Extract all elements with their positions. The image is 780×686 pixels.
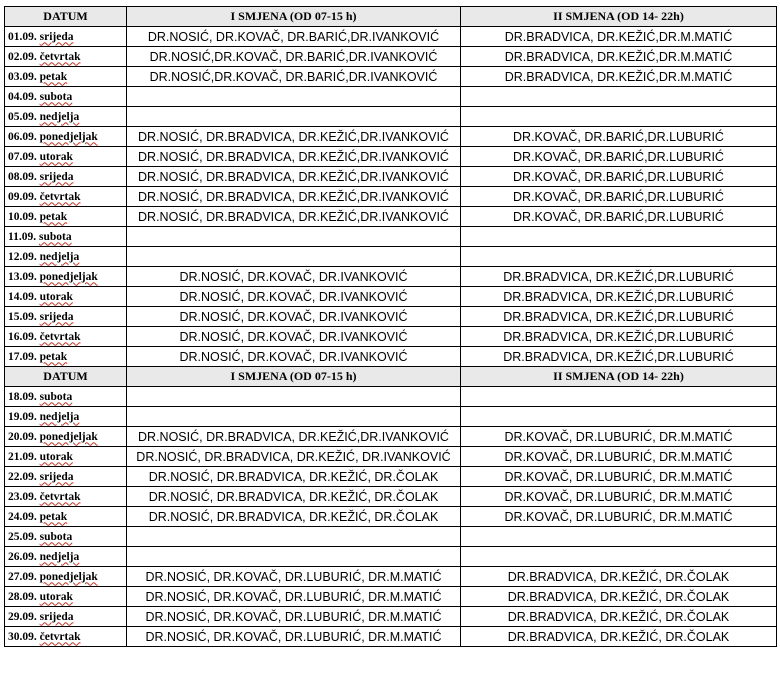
table-row — [5, 547, 777, 567]
weekday-value: petak — [39, 70, 68, 83]
date-cell — [5, 567, 127, 587]
shift2-cell: DR.BRADVICA, DR.KEŽIĆ, DR.ČOLAK — [461, 567, 777, 587]
date-cell — [5, 507, 127, 527]
shift2-cell: DR.BRADVICA, DR.KEŽIĆ,DR.M.MATIĆ — [461, 47, 777, 67]
date-value: 15.09. — [8, 310, 37, 323]
date-value: 08.09. — [8, 170, 37, 183]
weekday-value: srijeda — [39, 170, 74, 183]
shift1-cell: DR.NOSIĆ,DR.KOVAČ, DR.BARIĆ,DR.IVANKOVIĆ — [127, 67, 461, 87]
table-row — [5, 347, 777, 367]
weekday-value: ponedjeljak — [39, 570, 98, 583]
shift2-cell: DR.KOVAČ, DR.BARIĆ,DR.LUBURIĆ — [461, 147, 777, 167]
table-row — [5, 567, 777, 587]
date-cell — [5, 67, 127, 87]
weekday-value: utorak — [39, 290, 73, 303]
weekday-value: četvrtak — [39, 50, 81, 63]
date-cell — [5, 467, 127, 487]
date-cell — [5, 307, 127, 327]
shift2-cell: DR.KOVAČ, DR.BARIĆ,DR.LUBURIĆ — [461, 187, 777, 207]
shift1-cell — [127, 247, 461, 267]
shift2-cell: DR.KOVAČ, DR.BARIĆ,DR.LUBURIĆ — [461, 167, 777, 187]
weekday-value: ponedjeljak — [39, 130, 98, 143]
weekday-value: subota — [39, 390, 73, 403]
table-row — [5, 427, 777, 447]
date-value: 18.09. — [8, 390, 37, 403]
date-cell — [5, 547, 127, 567]
table-row — [5, 447, 777, 467]
table-row — [5, 387, 777, 407]
date-cell — [5, 527, 127, 547]
shift2-cell: DR.BRADVICA, DR.KEŽIĆ,DR.LUBURIĆ — [461, 307, 777, 327]
date-cell — [5, 287, 127, 307]
date-cell — [5, 127, 127, 147]
shift1-cell: DR.NOSIĆ, DR.BRADVICA, DR.KEŽIĆ, DR.ČOLAK — [127, 487, 461, 507]
shift1-cell: DR.NOSIĆ, DR.BRADVICA, DR.KEŽIĆ,DR.IVANKOVIĆ — [127, 187, 461, 207]
date-value: 20.09. — [8, 430, 37, 443]
shift2-cell: DR.BRADVICA, DR.KEŽIĆ,DR.M.MATIĆ — [461, 67, 777, 87]
date-value: 13.09. — [8, 270, 37, 283]
date-cell — [5, 167, 127, 187]
date-value: 19.09. — [8, 410, 37, 423]
table-row — [5, 327, 777, 347]
date-value: 10.09. — [8, 210, 37, 223]
weekday-value: utorak — [39, 150, 73, 163]
table-row — [5, 27, 777, 47]
date-value: 05.09. — [8, 110, 37, 123]
weekday-value: srijeda — [39, 610, 74, 623]
date-cell — [5, 207, 127, 227]
shift1-cell: DR.NOSIĆ, DR.BRADVICA, DR.KEŽIĆ,DR.IVANKOVIĆ — [127, 127, 461, 147]
weekday-value: četvrtak — [39, 490, 81, 503]
table-row — [5, 627, 777, 647]
date-value: 16.09. — [8, 330, 37, 343]
date-value: 30.09. — [8, 630, 37, 643]
date-value: 29.09. — [8, 610, 37, 623]
shift2-cell — [461, 527, 777, 547]
shift2-cell: DR.BRADVICA, DR.KEŽIĆ,DR.M.MATIĆ — [461, 27, 777, 47]
shift2-cell — [461, 247, 777, 267]
table-row — [5, 287, 777, 307]
date-cell — [5, 247, 127, 267]
shift2-cell: DR.KOVAČ, DR.LUBURIĆ, DR.M.MATIĆ — [461, 507, 777, 527]
table-row — [5, 147, 777, 167]
date-cell — [5, 627, 127, 647]
shift2-cell: DR.KOVAČ, DR.BARIĆ,DR.LUBURIĆ — [461, 127, 777, 147]
date-value: 01.09. — [8, 30, 37, 43]
table-row — [5, 207, 777, 227]
date-value: 14.09. — [8, 290, 37, 303]
date-cell — [5, 427, 127, 447]
shift1-cell: DR.NOSIĆ, DR.KOVAČ, DR.IVANKOVIĆ — [127, 307, 461, 327]
shift1-cell: DR.NOSIĆ,DR.KOVAČ, DR.BARIĆ,DR.IVANKOVIĆ — [127, 47, 461, 67]
table-row — [5, 187, 777, 207]
schedule-body — [5, 7, 777, 647]
table-row — [5, 527, 777, 547]
shift1-column-header: I SMJENA (OD 07-15 h) — [127, 7, 461, 27]
date-cell — [5, 387, 127, 407]
weekday-value: subota — [39, 530, 73, 543]
date-cell — [5, 447, 127, 467]
shift1-cell: DR.NOSIĆ, DR.KOVAČ, DR.IVANKOVIĆ — [127, 267, 461, 287]
table-row — [5, 587, 777, 607]
shift2-cell — [461, 547, 777, 567]
header-row — [5, 367, 777, 387]
date-value: 25.09. — [8, 530, 37, 543]
shift2-cell — [461, 227, 777, 247]
weekday-value: srijeda — [39, 470, 74, 483]
weekday-value: nedjelja — [39, 410, 80, 423]
shift2-cell: DR.BRADVICA, DR.KEŽIĆ, DR.ČOLAK — [461, 627, 777, 647]
shift1-cell: DR.NOSIĆ, DR.BRADVICA, DR.KEŽIĆ, DR.ČOLAK — [127, 507, 461, 527]
shift1-cell: DR.NOSIĆ, DR.BRADVICA, DR.KEŽIĆ, DR.ČOLAK — [127, 467, 461, 487]
shift2-column-header: II SMJENA (OD 14- 22h) — [461, 7, 777, 27]
shift1-cell — [127, 107, 461, 127]
date-value: 06.09. — [8, 130, 37, 143]
shift2-cell: DR.KOVAČ, DR.LUBURIĆ, DR.M.MATIĆ — [461, 467, 777, 487]
shift2-cell — [461, 407, 777, 427]
shift1-cell — [127, 547, 461, 567]
weekday-value: petak — [39, 210, 68, 223]
shift1-cell: DR.NOSIĆ, DR.KOVAČ, DR.BARIĆ,DR.IVANKOVIĆ — [127, 27, 461, 47]
weekday-value: subota — [39, 230, 72, 243]
date-cell — [5, 87, 127, 107]
weekday-value: ponedjeljak — [39, 430, 98, 443]
date-cell — [5, 347, 127, 367]
date-value: 23.09. — [8, 490, 37, 503]
shift1-cell: DR.NOSIĆ, DR.BRADVICA, DR.KEŽIĆ,DR.IVANKOVIĆ — [127, 167, 461, 187]
shift1-cell: DR.NOSIĆ, DR.KOVAČ, DR.LUBURIĆ, DR.M.MATIĆ — [127, 587, 461, 607]
shift1-cell: DR.NOSIĆ, DR.KOVAČ, DR.IVANKOVIĆ — [127, 287, 461, 307]
weekday-value: srijeda — [39, 310, 74, 323]
date-value: 02.09. — [8, 50, 37, 63]
shift1-cell: DR.NOSIĆ, DR.KOVAČ, DR.IVANKOVIĆ — [127, 347, 461, 367]
shift1-column-header: I SMJENA (OD 07-15 h) — [127, 367, 461, 387]
weekday-value: petak — [39, 350, 68, 363]
shift2-cell — [461, 107, 777, 127]
date-value: 11.09. — [8, 230, 37, 243]
weekday-value: nedjelja — [39, 250, 80, 263]
shift2-cell: DR.KOVAČ, DR.LUBURIĆ, DR.M.MATIĆ — [461, 447, 777, 467]
date-cell — [5, 607, 127, 627]
table-row — [5, 87, 777, 107]
shift2-cell: DR.BRADVICA, DR.KEŽIĆ, DR.ČOLAK — [461, 587, 777, 607]
date-value: 12.09. — [8, 250, 37, 263]
date-value: 07.09. — [8, 150, 37, 163]
shift2-cell: DR.KOVAČ, DR.LUBURIĆ, DR.M.MATIĆ — [461, 427, 777, 447]
shift1-cell: DR.NOSIĆ, DR.KOVAČ, DR.LUBURIĆ, DR.M.MATIĆ — [127, 607, 461, 627]
shift2-cell: DR.BRADVICA, DR.KEŽIĆ,DR.LUBURIĆ — [461, 287, 777, 307]
table-row — [5, 407, 777, 427]
weekday-value: subota — [39, 90, 73, 103]
weekday-value: četvrtak — [39, 330, 81, 343]
table-row — [5, 127, 777, 147]
date-value: 22.09. — [8, 470, 37, 483]
shift2-cell — [461, 87, 777, 107]
date-cell — [5, 227, 127, 247]
header-row — [5, 7, 777, 27]
weekday-value: utorak — [39, 590, 73, 603]
weekday-value: nedjelja — [39, 110, 80, 123]
date-value: 03.09. — [8, 70, 37, 83]
shift1-cell: DR.NOSIĆ, DR.BRADVICA, DR.KEŽIĆ,DR.IVANKOVIĆ — [127, 147, 461, 167]
shift1-cell: DR.NOSIĆ, DR.BRADVICA, DR.KEŽIĆ, DR.IVANKOVIĆ — [127, 447, 461, 467]
shift1-cell: DR.NOSIĆ, DR.KOVAČ, DR.LUBURIĆ, DR.M.MATIĆ — [127, 567, 461, 587]
table-row — [5, 507, 777, 527]
shift1-cell: DR.NOSIĆ, DR.KOVAČ, DR.LUBURIĆ, DR.M.MATIĆ — [127, 627, 461, 647]
date-cell — [5, 107, 127, 127]
shift2-cell: DR.BRADVICA, DR.KEŽIĆ,DR.LUBURIĆ — [461, 327, 777, 347]
shift-schedule-table — [4, 6, 777, 647]
weekday-value: petak — [39, 510, 68, 523]
date-value: 27.09. — [8, 570, 37, 583]
date-column-header: DATUM — [5, 7, 127, 27]
table-row — [5, 467, 777, 487]
date-cell — [5, 47, 127, 67]
table-row — [5, 607, 777, 627]
date-cell — [5, 187, 127, 207]
weekday-value: nedjelja — [39, 550, 80, 563]
shift2-cell: DR.KOVAČ, DR.LUBURIĆ, DR.M.MATIĆ — [461, 487, 777, 507]
shift2-column-header: II SMJENA (OD 14- 22h) — [461, 367, 777, 387]
weekday-value: utorak — [39, 450, 73, 463]
shift2-cell — [461, 387, 777, 407]
shift1-cell — [127, 407, 461, 427]
shift1-cell: DR.NOSIĆ, DR.KOVAČ, DR.IVANKOVIĆ — [127, 327, 461, 347]
date-cell — [5, 487, 127, 507]
date-value: 24.09. — [8, 510, 37, 523]
shift1-cell — [127, 527, 461, 547]
weekday-value: četvrtak — [39, 630, 81, 643]
table-row — [5, 167, 777, 187]
table-row — [5, 267, 777, 287]
shift1-cell: DR.NOSIĆ, DR.BRADVICA, DR.KEŽIĆ,DR.IVANKOVIĆ — [127, 207, 461, 227]
shift1-cell: DR.NOSIĆ, DR.BRADVICA, DR.KEŽIĆ,DR.IVANKOVIĆ — [127, 427, 461, 447]
date-value: 21.09. — [8, 450, 37, 463]
table-row — [5, 47, 777, 67]
date-cell — [5, 267, 127, 287]
shift1-cell — [127, 387, 461, 407]
date-cell — [5, 327, 127, 347]
table-row — [5, 67, 777, 87]
date-cell — [5, 587, 127, 607]
weekday-value: ponedjeljak — [39, 270, 98, 283]
table-row — [5, 247, 777, 267]
shift2-cell: DR.BRADVICA, DR.KEŽIĆ,DR.LUBURIĆ — [461, 267, 777, 287]
weekday-value: četvrtak — [39, 190, 81, 203]
date-column-header: DATUM — [5, 367, 127, 387]
shift2-cell: DR.BRADVICA, DR.KEŽIĆ, DR.ČOLAK — [461, 607, 777, 627]
table-row — [5, 107, 777, 127]
shift1-cell — [127, 87, 461, 107]
shift2-cell: DR.BRADVICA, DR.KEŽIĆ,DR.LUBURIĆ — [461, 347, 777, 367]
table-row — [5, 307, 777, 327]
shift2-cell: DR.KOVAČ, DR.BARIĆ,DR.LUBURIĆ — [461, 207, 777, 227]
date-value: 17.09. — [8, 350, 37, 363]
date-cell — [5, 407, 127, 427]
date-cell — [5, 27, 127, 47]
table-row — [5, 487, 777, 507]
date-value: 28.09. — [8, 590, 37, 603]
date-value: 26.09. — [8, 550, 37, 563]
date-value: 04.09. — [8, 90, 37, 103]
shift1-cell — [127, 227, 461, 247]
weekday-value: srijeda — [39, 30, 74, 43]
table-row — [5, 227, 777, 247]
date-value: 09.09. — [8, 190, 37, 203]
date-cell — [5, 147, 127, 167]
